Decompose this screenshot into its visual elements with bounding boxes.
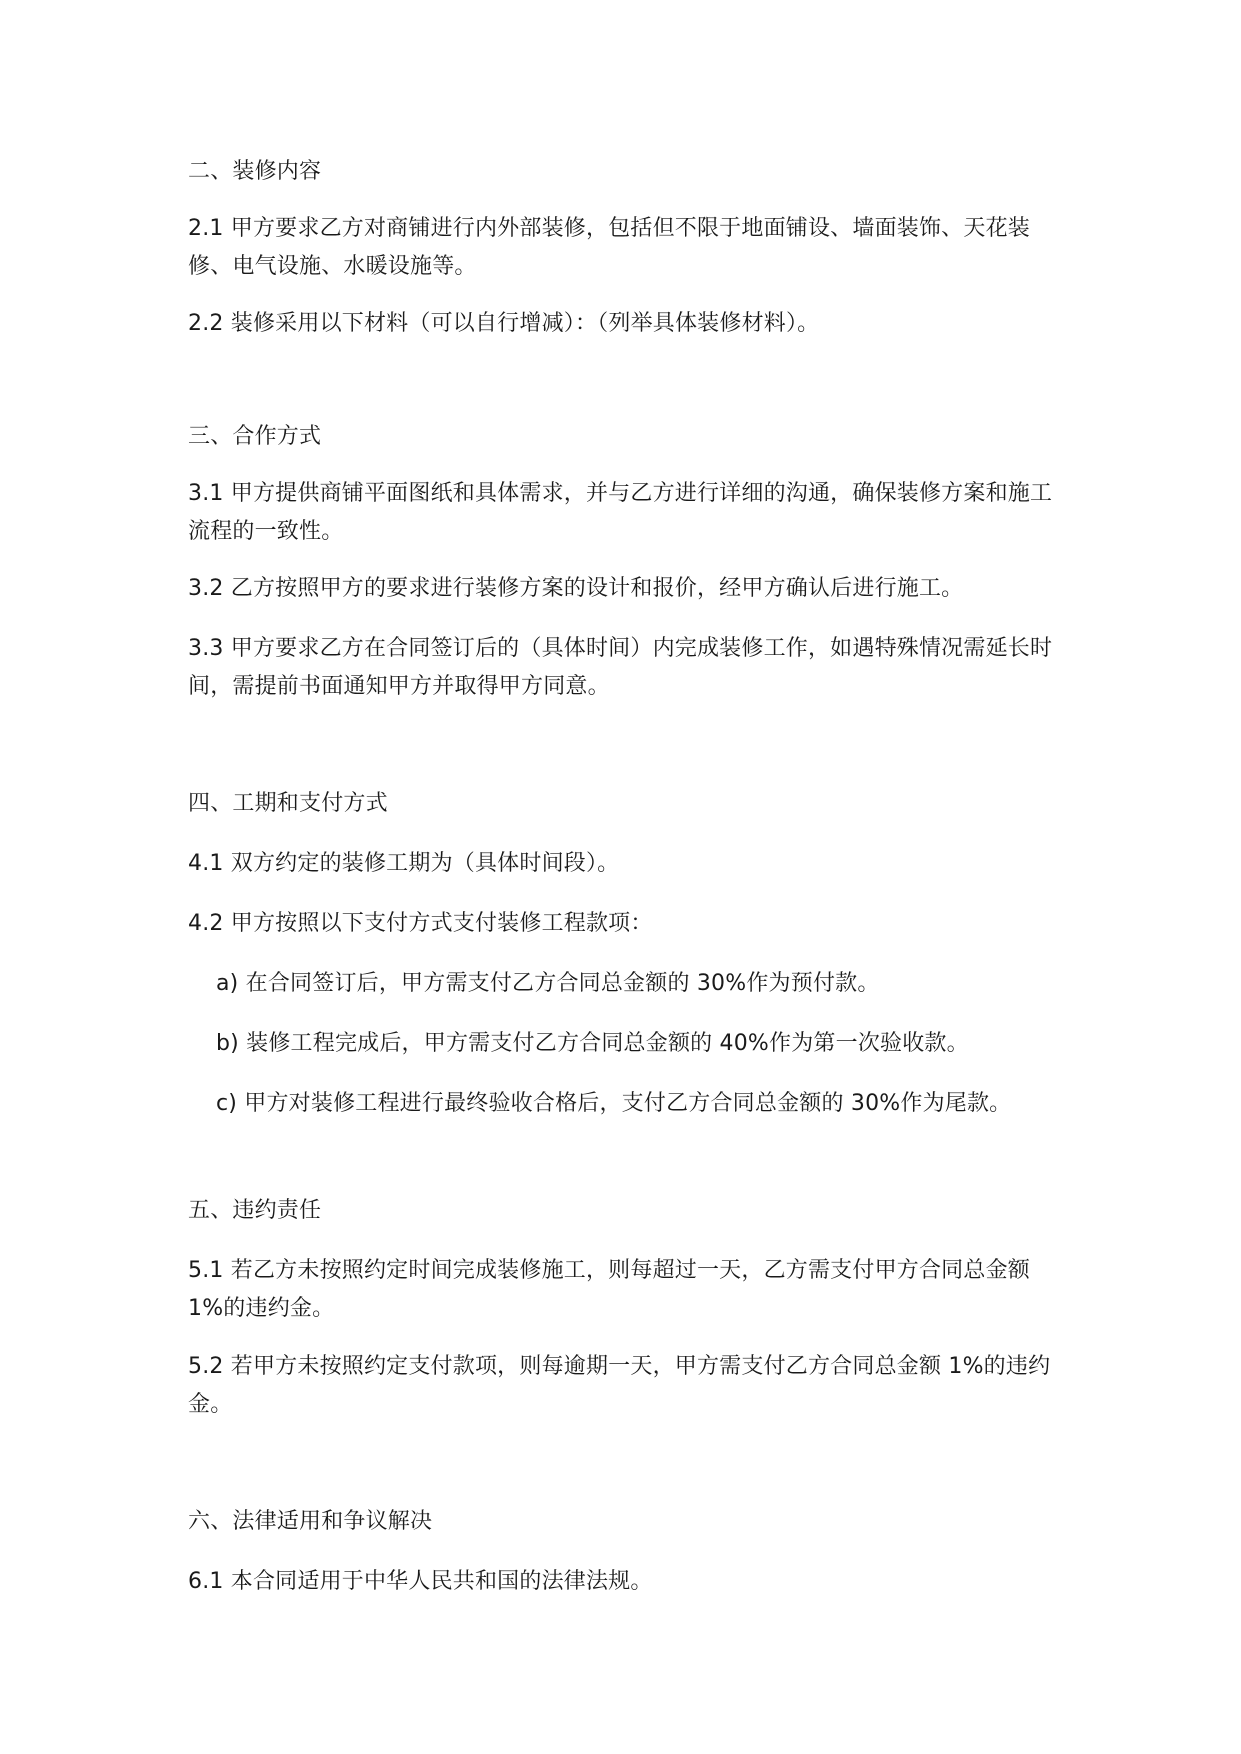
clause-3-3: 3.3 甲方要求乙方在合同签订后的（具体时间）内完成装修工作，如遇特殊情况需延长时间，需提前书面通知甲方并取得甲方同意。	[188, 636, 1053, 699]
payment-item-a: a) 在合同签订后，甲方需支付乙方合同总金额的 30%作为预付款。	[216, 971, 880, 996]
clause-5-2: 5.2 若甲方未按照约定支付款项，则每逾期一天，甲方需支付乙方合同总金额 1%的违约金。	[188, 1354, 1051, 1417]
clause-3-1: 3.1 甲方提供商铺平面图纸和具体需求，并与乙方进行详细的沟通，确保装修方案和施工流程的一致性。	[188, 481, 1053, 544]
section-heading: 五、违约责任	[188, 1198, 322, 1223]
clause-2-2: 2.2 装修采用以下材料（可以自行增减）：（列举具体装修材料）。	[188, 311, 820, 336]
clause-4-1: 4.1 双方约定的装修工期为（具体时间段）。	[188, 851, 620, 876]
payment-item-c: c) 甲方对装修工程进行最终验收合格后，支付乙方合同总金额的 30%作为尾款。	[216, 1091, 1012, 1116]
section-heading: 四、工期和支付方式	[188, 791, 388, 816]
payment-item-b: b) 装修工程完成后，甲方需支付乙方合同总金额的 40%作为第一次验收款。	[216, 1031, 969, 1056]
section-heading: 二、装修内容	[188, 159, 322, 184]
section-heading: 三、合作方式	[188, 424, 322, 449]
section-heading: 六、法律适用和争议解决	[188, 1509, 433, 1534]
clause-5-1: 5.1 若乙方未按照约定时间完成装修施工，则每超过一天，乙方需支付甲方合同总金额 1%的违约金。	[188, 1258, 1030, 1321]
clause-3-2: 3.2 乙方按照甲方的要求进行装修方案的设计和报价，经甲方确认后进行施工。	[188, 576, 964, 601]
clause-2-1: 2.1 甲方要求乙方对商铺进行内外部装修，包括但不限于地面铺设、墙面装饰、天花装修、电气设施、水暖设施等。	[188, 216, 1030, 279]
clause-4-2: 4.2 甲方按照以下支付方式支付装修工程款项：	[188, 911, 653, 936]
clause-6-1: 6.1 本合同适用于中华人民共和国的法律法规。	[188, 1569, 653, 1594]
